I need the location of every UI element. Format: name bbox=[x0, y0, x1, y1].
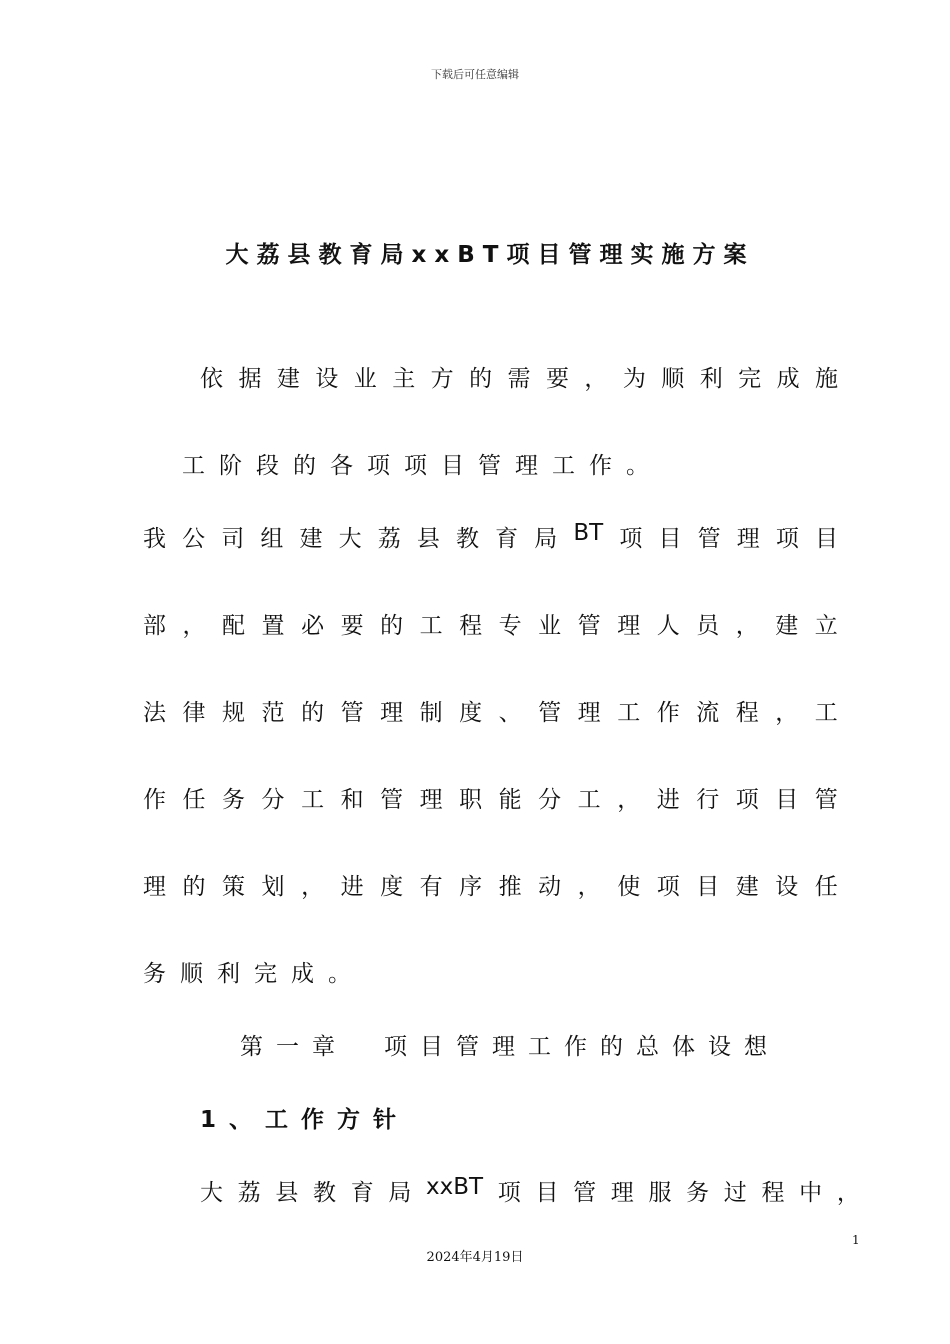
char: 工 bbox=[814, 700, 838, 726]
char: 工 bbox=[419, 613, 443, 639]
char: 进 bbox=[340, 874, 364, 900]
char: 分 bbox=[538, 787, 562, 813]
char: 律 bbox=[182, 700, 206, 726]
char: 项 bbox=[775, 526, 799, 552]
body-line-4 bbox=[143, 607, 838, 640]
char: 中 bbox=[799, 1180, 823, 1206]
char: 配 bbox=[222, 613, 246, 639]
char: 建 bbox=[775, 613, 799, 639]
char: 组 bbox=[260, 526, 284, 552]
char: 规 bbox=[222, 700, 246, 726]
char: 大 bbox=[338, 526, 362, 552]
char: BT bbox=[573, 520, 604, 546]
char: 要 bbox=[545, 366, 569, 392]
body-line-1 bbox=[200, 360, 838, 393]
char: 服 bbox=[648, 1180, 672, 1206]
char: 为 bbox=[622, 366, 646, 392]
char: 动 bbox=[538, 874, 562, 900]
char: 使 bbox=[617, 874, 641, 900]
char: 项 bbox=[656, 874, 680, 900]
char: ， bbox=[617, 787, 641, 813]
char: 完 bbox=[738, 366, 762, 392]
char: 必 bbox=[301, 613, 325, 639]
char: 管 bbox=[577, 613, 601, 639]
char: 制 bbox=[419, 700, 443, 726]
char: 置 bbox=[261, 613, 285, 639]
char: 据 bbox=[238, 366, 262, 392]
char: 需 bbox=[507, 366, 531, 392]
char: 推 bbox=[498, 874, 522, 900]
char: 行 bbox=[696, 787, 720, 813]
char: 理 bbox=[419, 787, 443, 813]
char: 分 bbox=[261, 787, 285, 813]
char: 理 bbox=[610, 1180, 634, 1206]
char: 能 bbox=[498, 787, 522, 813]
char: 项 bbox=[497, 1180, 521, 1206]
char: 工 bbox=[577, 787, 601, 813]
body-line-5 bbox=[143, 694, 838, 727]
section-heading: 1、工作方针 bbox=[200, 1107, 410, 1133]
char: 成 bbox=[776, 366, 800, 392]
char: 过 bbox=[723, 1180, 747, 1206]
char: 业 bbox=[353, 366, 377, 392]
char: 流 bbox=[696, 700, 720, 726]
char: 育 bbox=[495, 526, 519, 552]
char: 管 bbox=[814, 787, 838, 813]
char: 程 bbox=[459, 613, 483, 639]
char: 施 bbox=[815, 366, 838, 392]
char: ， bbox=[182, 613, 206, 639]
char: 立 bbox=[814, 613, 838, 639]
char: 利 bbox=[699, 366, 723, 392]
char: 的 bbox=[469, 366, 493, 392]
char: 和 bbox=[340, 787, 364, 813]
char: 教 bbox=[456, 526, 479, 552]
char: 理 bbox=[143, 874, 166, 900]
char: 项 bbox=[619, 526, 643, 552]
char: 建 bbox=[299, 526, 323, 552]
char: 序 bbox=[459, 874, 483, 900]
chapter-heading: 第一章 项目管理工作的总体设想 bbox=[240, 1034, 780, 1060]
char: 管 bbox=[538, 700, 562, 726]
char: 荔 bbox=[377, 526, 401, 552]
char: 设 bbox=[775, 874, 799, 900]
char: 工 bbox=[617, 700, 641, 726]
char: 管 bbox=[380, 787, 404, 813]
char: 进 bbox=[656, 787, 680, 813]
char: ， bbox=[584, 366, 608, 392]
char: 公 bbox=[182, 526, 206, 552]
page-header: 下载后可任意编辑 bbox=[431, 68, 519, 81]
char: 作 bbox=[656, 700, 680, 726]
char: 主 bbox=[392, 366, 416, 392]
char: 理 bbox=[380, 700, 404, 726]
char: 任 bbox=[814, 874, 838, 900]
body-line-7 bbox=[143, 868, 838, 901]
char: 度 bbox=[380, 874, 404, 900]
char: 局 bbox=[534, 526, 558, 552]
char: 管 bbox=[573, 1180, 597, 1206]
char: 的 bbox=[301, 700, 325, 726]
char: 的 bbox=[182, 874, 206, 900]
char: 策 bbox=[222, 874, 246, 900]
char: 要 bbox=[340, 613, 364, 639]
char: 任 bbox=[182, 787, 206, 813]
char: 划 bbox=[261, 874, 285, 900]
char: 项 bbox=[735, 787, 759, 813]
char: 县 bbox=[416, 526, 440, 552]
char: 的 bbox=[380, 613, 404, 639]
char: 目 bbox=[658, 526, 682, 552]
char: 目 bbox=[535, 1180, 559, 1206]
char: 我 bbox=[143, 526, 166, 552]
char: xxBT bbox=[426, 1174, 484, 1200]
char: 管 bbox=[340, 700, 364, 726]
footer-date: 2024年4月19日 bbox=[426, 1250, 524, 1265]
char: 范 bbox=[261, 700, 285, 726]
char: 法 bbox=[143, 700, 166, 726]
char: 依 bbox=[200, 366, 223, 392]
char: 方 bbox=[430, 366, 454, 392]
document-title: 大荔县教育局xxBT项目管理实施方案 bbox=[225, 242, 755, 268]
char: 大 bbox=[200, 1180, 223, 1206]
char: 作 bbox=[143, 787, 166, 813]
char: 度 bbox=[459, 700, 483, 726]
char: ， bbox=[836, 1180, 860, 1206]
char: 管 bbox=[697, 526, 721, 552]
char: 专 bbox=[498, 613, 522, 639]
char: 人 bbox=[656, 613, 680, 639]
char: 理 bbox=[736, 526, 760, 552]
char: 员 bbox=[696, 613, 720, 639]
char: 目 bbox=[814, 526, 838, 552]
char: 部 bbox=[143, 613, 166, 639]
body-line-3 bbox=[143, 520, 838, 553]
char: 育 bbox=[350, 1180, 374, 1206]
char: ， bbox=[735, 613, 759, 639]
char: 理 bbox=[617, 613, 641, 639]
char: 程 bbox=[735, 700, 759, 726]
body-line-2: 工阶段的各项项目管理工作。 bbox=[182, 453, 663, 479]
char: 目 bbox=[775, 787, 799, 813]
char: 教 bbox=[313, 1180, 337, 1206]
char: 程 bbox=[761, 1180, 785, 1206]
char: 设 bbox=[315, 366, 339, 392]
char: 建 bbox=[276, 366, 300, 392]
char: ， bbox=[775, 700, 799, 726]
char: 理 bbox=[577, 700, 601, 726]
char: 顺 bbox=[661, 366, 685, 392]
char: 职 bbox=[459, 787, 483, 813]
page-number: 1 bbox=[852, 1233, 860, 1247]
char: 务 bbox=[222, 787, 246, 813]
char: 有 bbox=[419, 874, 443, 900]
body-line-last bbox=[200, 1174, 860, 1207]
char: 局 bbox=[388, 1180, 412, 1206]
char: 司 bbox=[221, 526, 245, 552]
char: ， bbox=[577, 874, 601, 900]
char: ， bbox=[301, 874, 325, 900]
char: 县 bbox=[275, 1180, 299, 1206]
char: 务 bbox=[686, 1180, 710, 1206]
char: 工 bbox=[301, 787, 325, 813]
body-line-8: 务顺利完成。 bbox=[143, 961, 365, 987]
char: 业 bbox=[538, 613, 562, 639]
char: 建 bbox=[735, 874, 759, 900]
char: 目 bbox=[696, 874, 720, 900]
body-line-6 bbox=[143, 781, 838, 814]
char: 、 bbox=[498, 700, 522, 726]
char: 荔 bbox=[237, 1180, 261, 1206]
